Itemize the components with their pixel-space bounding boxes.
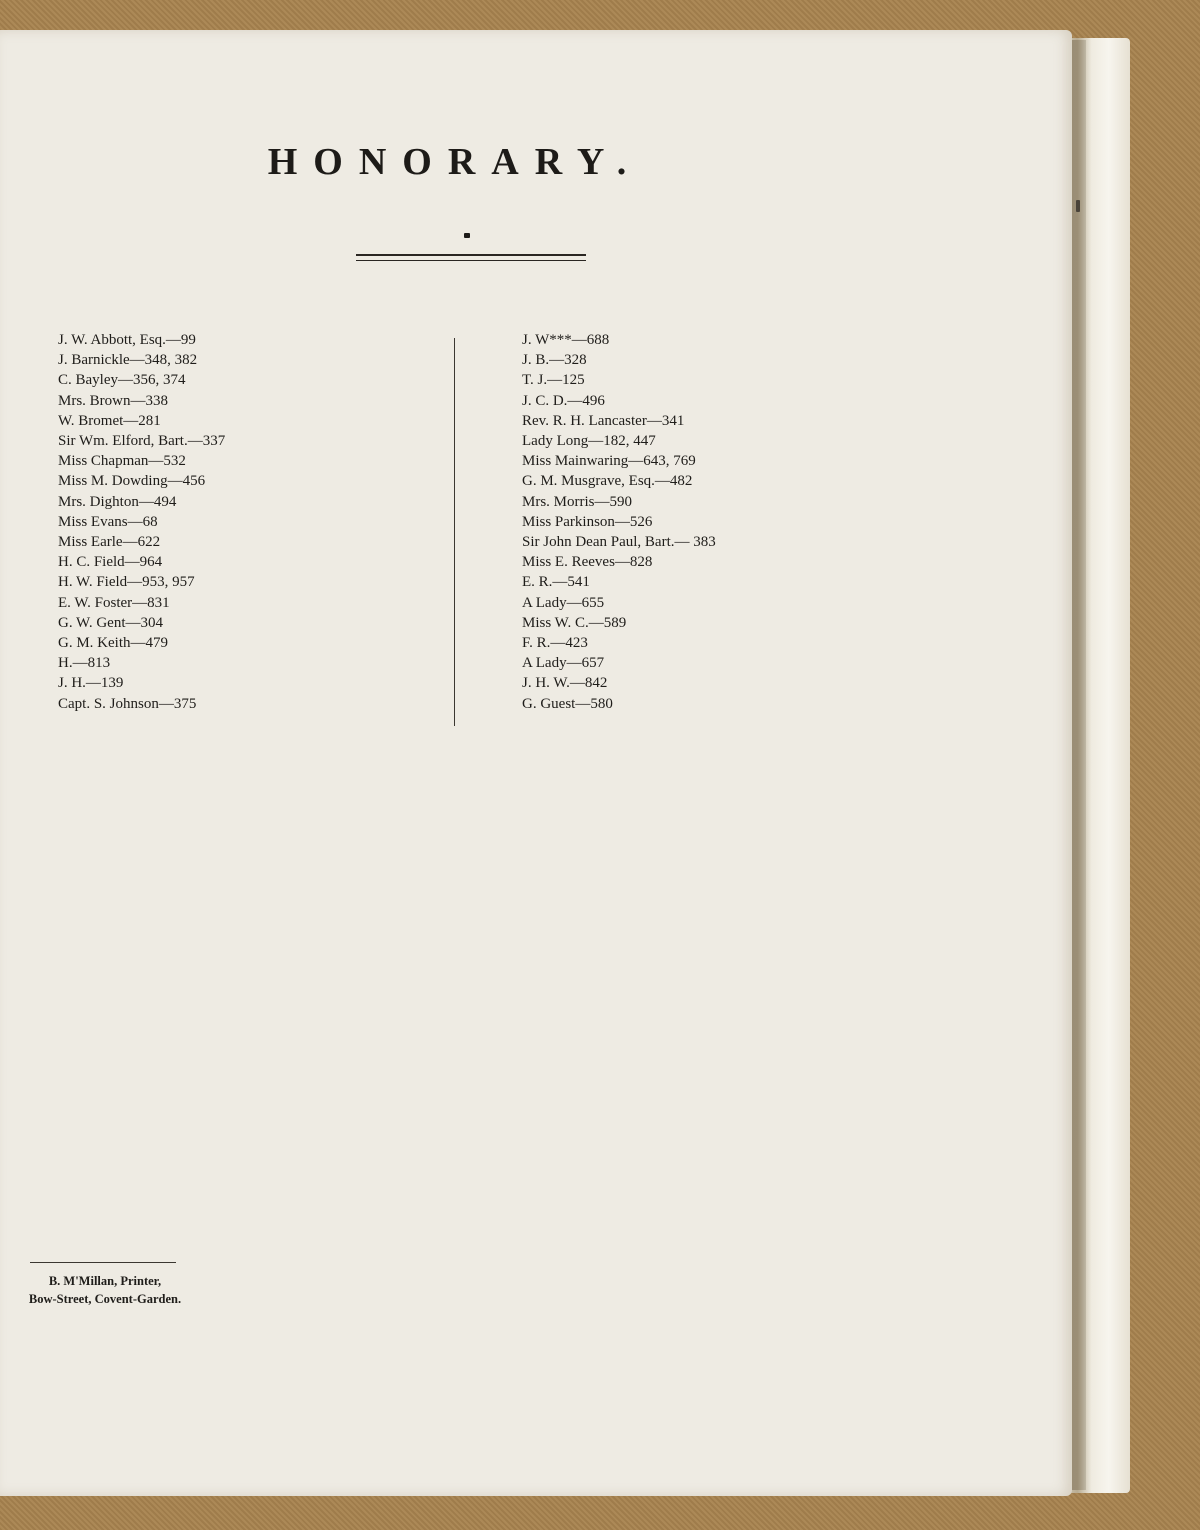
printer-imprint	[0, 1272, 210, 1308]
list-item: Rev. R. H. Lancaster—341	[522, 412, 685, 429]
title-rule-thin	[356, 260, 586, 261]
list-item: Miss Chapman—532	[58, 453, 186, 470]
list-item: F. R.—423	[522, 635, 588, 652]
list-item: Miss E. Reeves—828	[522, 554, 653, 571]
list-item: H. W. Field—953, 957	[58, 574, 195, 591]
list-item: Sir Wm. Elford, Bart.—337	[58, 433, 226, 450]
list-item: C. Bayley—356, 374	[58, 372, 186, 389]
list-item: A Lady—655	[522, 594, 605, 611]
binding-mark	[1076, 200, 1080, 212]
list-item: Miss Earle—622	[58, 534, 161, 551]
list-item: Miss Evans—68	[58, 513, 158, 530]
imprint-rule	[30, 1262, 176, 1263]
list-item: G. M. Keith—479	[58, 635, 168, 652]
list-item: Sir John Dean Paul, Bart.— 383	[522, 534, 716, 551]
list-item: Mrs. Dighton—494	[58, 493, 177, 510]
left-column-list	[58, 330, 225, 714]
list-item: Miss Mainwaring—643, 769	[522, 453, 696, 470]
page-title: HONORARY.	[267, 141, 643, 183]
list-item: G. W. Gent—304	[58, 614, 163, 631]
list-item: Mrs. Brown—338	[58, 392, 169, 409]
list-item: Miss Parkinson—526	[522, 513, 653, 530]
list-item: G. Guest—580	[522, 695, 613, 712]
list-item: J. Barnickle—348, 382	[58, 352, 198, 369]
list-item: W. Bromet—281	[58, 412, 161, 429]
list-item: Capt. S. Johnson—375	[58, 695, 197, 712]
list-item: A Lady—657	[522, 655, 605, 672]
list-item: Mrs. Morris—590	[522, 493, 633, 510]
list-item: T. J.—125	[522, 372, 585, 389]
title-ornament-dot	[464, 233, 470, 238]
list-item: J. B.—328	[522, 352, 587, 369]
list-item: G. M. Musgrave, Esq.—482	[522, 473, 693, 490]
imprint-line: B. M'Millan, Printer,	[48, 1274, 162, 1288]
right-column-list	[522, 330, 716, 714]
list-item: Miss M. Dowding—456	[58, 473, 206, 490]
book-page	[0, 30, 1072, 1496]
list-item: J. H. W.—842	[522, 675, 608, 692]
title-rule-thick	[356, 254, 586, 256]
list-item: J. W. Abbott, Esq.—99	[58, 332, 196, 348]
list-item: J. C. D.—496	[522, 392, 605, 409]
list-item: J. H.—139	[58, 675, 124, 692]
list-item: Miss W. C.—589	[522, 614, 627, 631]
list-item: Lady Long—182, 447	[522, 433, 656, 450]
list-item: H.—813	[58, 655, 111, 672]
list-item: E. W. Foster—831	[58, 594, 170, 611]
imprint-line: Bow-Street, Covent-Garden.	[28, 1292, 182, 1306]
column-divider	[454, 338, 455, 726]
list-item: J. W***—688	[522, 332, 610, 348]
list-item: H. C. Field—964	[58, 554, 163, 571]
list-item: E. R.—541	[522, 574, 590, 591]
